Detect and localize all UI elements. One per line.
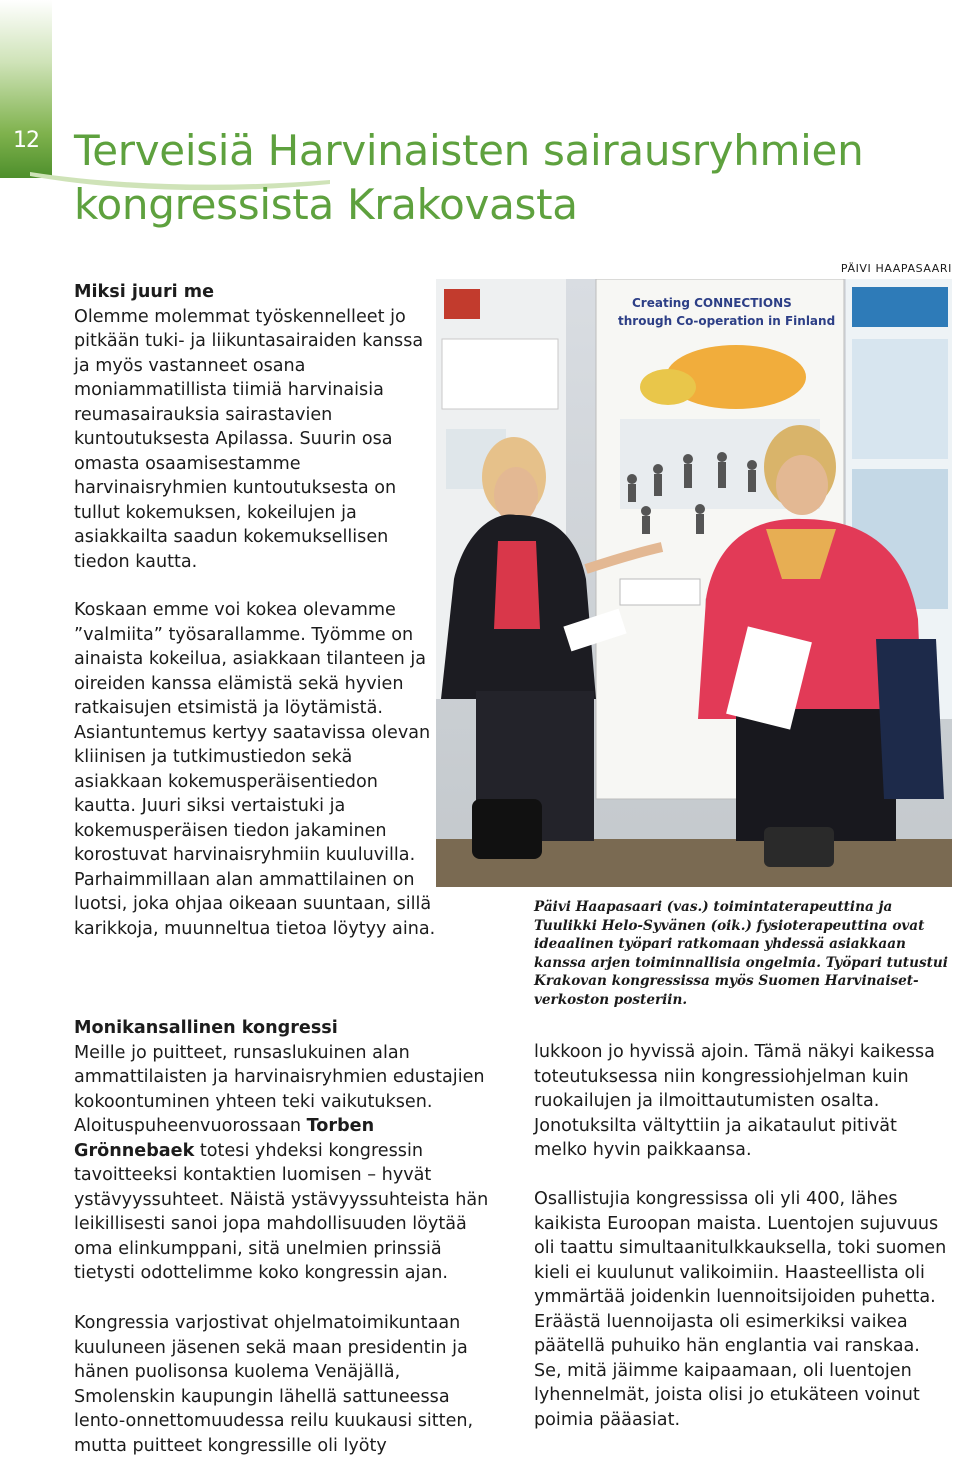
column-left-section1 [74,280,434,574]
paragraph: Osallistujia kongressissa oli yli 400, lähes kaikista Euroopan maista. Luentojen sujuvuus oli taattu simultaanitulkkauksella, toki suomen kieli ei kuulunut valikoimiin. Haasteellista oli ymmärtää joidenkin luennoitsijoiden puhetta. Eräästä luennoijasta oli esimerkiksi vaikea päätellä puhuiko hän englantia vai ranskaa. Se, mitä jäimme kaipaamaan, oli luentojen lyhennelmät, joista olisi jo etukäteen voinut poimia pääasiat. [534,1189,947,1430]
column-right-p1 [534,1040,950,1163]
column-left-section2 [74,1016,494,1286]
photo-caption: Päivi Haapasaari (vas.) toimintaterapeuttina ja Tuulikki Helo-Syvänen (oik.) fysioterapeuttina ovat ideaalinen työpari ratkomaan yhdessä asiakkaan kanssa arjen toiminnallisia ongelmia. Työpari tutustui Krakovan kongressissa myös Suomen Harvinaiset-verkoston posteriin. [534,899,948,1008]
article-title: Terveisiä Harvinaisten sairausryhmien kongressista Krakovasta [74,126,864,229]
paragraph: Koskaan emme voi kokea olevamme ”valmiita” työsarallamme. Työmme on ainaista kokeilua, asiakkaan tilanteen ja oireiden kanssa elämistä sekä hyvien ratkaisujen etsimistä ja löytämistä. Asiantuntemus kertyy saatavissa olevan kliinisen ja tutkimustiedon sekä asiakkaan kokemusperäisentiedon kautta. Juuri siksi vertaistuki ja kokemusperäisen tiedon jakaminen korostuvat harvinaisryhmiin kuuluvilla. Parhaimmillaan alan ammattilainen on luotsi, joka ohjaa oikeaan suuntaan, sillä karikkoja, muunneltua tietoa löytyy aina. [74,600,436,939]
column-right-p2 [534,1187,950,1432]
svg-text:through Co-operation in Finlan: through Co-operation in Finland [618,314,836,328]
paragraph-text: totesi yhdeksi kongressin tavoitteeksi kontaktien luomisen – hyvät ystävyyssuhteet. Näistä ystävyyssuhteista hän leikillisesti sanoi jopa mahdollisuuden löytää oma elinkumppani, sitä unelmien prinssiä tietysti odottelimme koko kongressin ajan. [74,1140,489,1283]
page-number: 12 [13,128,39,153]
column-left-section2-cont [74,1311,494,1458]
paragraph: Olemme molemmat työskennelleet jo pitkään tuki- ja liikuntasairaiden kanssa ja myös vastanneet osana moniammatillista tiimiä harvinaisia reumasairauksia sairastavien kuntoutuksesta Apilassa. Suurin osa omasta osaamisestamme harvinaisryhmien kuntoutuksesta on tullut kokemuksen, kokeilujen ja asiakkailta saadun kokemuksellisen tiedon kautta. [74,306,424,572]
paragraph-text: Meille jo puitteet, runsaslukuinen alan ammattilaisten ja harvinaisryhmien edustajien kokoontuminen yhteen teki vaikutuksen. Aloituspuheenvuorossaan [74,1042,485,1136]
section-heading: Monikansallinen kongressi [74,1018,338,1038]
paragraph: Kongressia varjostivat ohjelmatoimikuntaan kuuluneen jäsenen sekä maan presidentin ja hänen puolisonsa kuolema Venäjällä, Smolenskin kaupungin lähellä sattuneessa lento-onnettomuudessa reilu kuukausi sitten, mutta puitteet kongressille oli lyöty [74,1313,474,1456]
person-name: Torben Grönnebaek [74,1116,375,1161]
paragraph: lukkoon jo hyvissä ajoin. Tämä näkyi kaikessa toteutuksessa niin kongressiohjelman kuin ruokailujen ja ilmoittautumisten osalta. Jonotuksilta vältyttiin ja aikataulut pitivät melko hyvin paikkaansa. [534,1042,935,1160]
section-heading: Miksi juuri me [74,282,215,302]
conference-photo [436,279,952,887]
photo-credit: PÄIVI HAAPASAARI [840,262,952,275]
svg-text:Creating CONNECTIONS: Creating CONNECTIONS [632,296,792,310]
column-left-section1-cont [74,598,444,941]
paragraph [74,1041,494,1286]
